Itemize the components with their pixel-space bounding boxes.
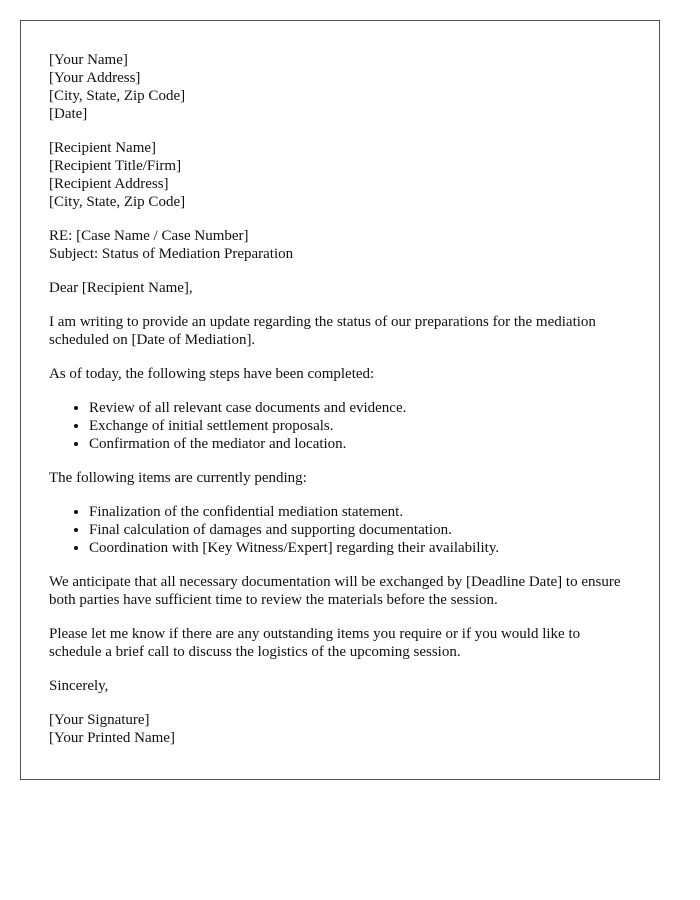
list-item: • Review of all relevant case documents and evidence. bbox=[89, 399, 631, 417]
pending-list bbox=[49, 503, 631, 557]
list-item: • Exchange of initial settlement proposals. bbox=[89, 417, 631, 435]
list-item: • Confirmation of the mediator and location. bbox=[89, 435, 631, 453]
signature-block bbox=[49, 711, 631, 747]
reference-block bbox=[49, 227, 631, 263]
list-item: • Finalization of the confidential mediation statement. bbox=[89, 503, 631, 521]
pending-heading: The following items are currently pending: bbox=[49, 470, 307, 486]
completed-heading: As of today, the following steps have been completed: bbox=[49, 366, 375, 382]
subject-line: Subject: Status of Mediation Preparation bbox=[49, 246, 294, 262]
recipient-block bbox=[49, 139, 631, 211]
completed-list bbox=[49, 399, 631, 453]
signature-line: [Your Signature] bbox=[49, 712, 150, 728]
recipient-title: [Recipient Title/Firm] bbox=[49, 158, 182, 174]
valediction: Sincerely, bbox=[49, 678, 109, 694]
salutation: Dear [Recipient Name], bbox=[49, 280, 193, 296]
intro-paragraph: I am writing to provide an update regarding the status of our preparations for the mediation scheduled on [Date of Mediation]. bbox=[49, 314, 596, 348]
sender-block bbox=[49, 51, 631, 123]
sender-city: [City, State, Zip Code] bbox=[49, 88, 186, 104]
letter-date: [Date] bbox=[49, 106, 88, 122]
sender-name: [Your Name] bbox=[49, 52, 128, 68]
recipient-city: [City, State, Zip Code] bbox=[49, 194, 186, 210]
closing-request-paragraph: Please let me know if there are any outstanding items you require or if you would like to schedule a brief call to discuss the logistics of the upcoming session. bbox=[49, 626, 581, 660]
re-line: RE: [Case Name / Case Number] bbox=[49, 228, 249, 244]
letter-page bbox=[20, 20, 660, 780]
printed-name: [Your Printed Name] bbox=[49, 730, 175, 746]
list-item: • Final calculation of damages and supporting documentation. bbox=[89, 521, 631, 539]
recipient-address: [Recipient Address] bbox=[49, 176, 169, 192]
recipient-name: [Recipient Name] bbox=[49, 140, 157, 156]
list-item: • Coordination with [Key Witness/Expert] regarding their availability. bbox=[89, 539, 631, 557]
sender-address: [Your Address] bbox=[49, 70, 141, 86]
anticipate-paragraph: We anticipate that all necessary documentation will be exchanged by [Deadline Date] to ensure both parties have sufficient time to review the materials before the session. bbox=[49, 574, 621, 608]
